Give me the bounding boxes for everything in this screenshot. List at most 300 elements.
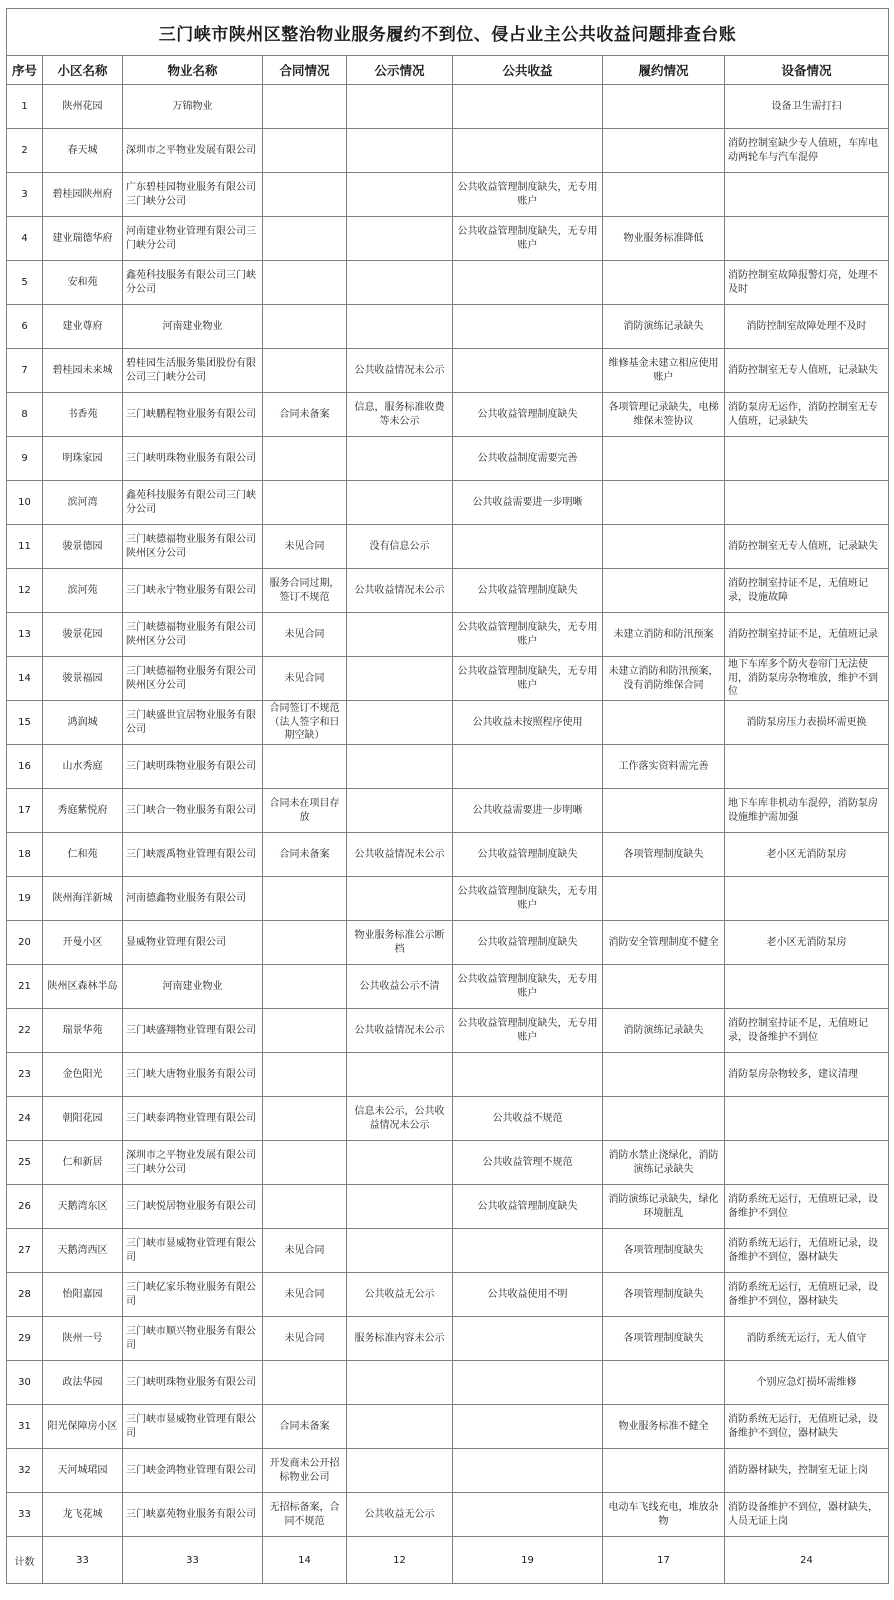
- cell-col-community: 鸿润城: [43, 701, 123, 745]
- cell-col-public-income: 公共收益需要进一步明晰: [453, 789, 603, 833]
- cell-col-index: 19: [7, 877, 43, 921]
- cell-col-index: 30: [7, 1361, 43, 1405]
- cell-col-community: 瑞景华苑: [43, 1009, 123, 1053]
- cell-col-index: 26: [7, 1185, 43, 1229]
- cell-col-public-income: 公共收益管理制度缺失，无专用账户: [453, 877, 603, 921]
- cell-col-equipment: 消防系统无运行，无值班记录，设备维护不到位，器材缺失: [725, 1229, 889, 1273]
- table-row: [7, 305, 889, 349]
- cell-col-public-income: [453, 85, 603, 129]
- ledger-sheet: [6, 8, 888, 1584]
- cell-col-contract: [263, 217, 347, 261]
- cell-col-equipment: 消防系统无运行，无人值守: [725, 1317, 889, 1361]
- table-title: 三门峡市陕州区整治物业服务履约不到位、侵占业主公共收益问题排查台账: [7, 9, 889, 56]
- cell-col-property-company: 三门峡市显威物业管理有限公司: [123, 1405, 263, 1449]
- cell-col-index: 2: [7, 129, 43, 173]
- cell-col-community: 天河城珺园: [43, 1449, 123, 1493]
- cell-col-disclosure: [347, 217, 453, 261]
- cell-col-equipment: 消防系统无运行，无值班记录，设备维护不到位，器材缺失: [725, 1405, 889, 1449]
- cell-col-public-income: 公共收益管理制度缺失，无专用账户: [453, 613, 603, 657]
- cell-col-disclosure: [347, 745, 453, 789]
- cell-col-equipment: [725, 437, 889, 481]
- cell-col-public-income: 公共收益未按照程序使用: [453, 701, 603, 745]
- table-row: [7, 1449, 889, 1493]
- table-row: [7, 1361, 889, 1405]
- cell-col-property-company: 三门峡金鸿物业管理有限公司: [123, 1449, 263, 1493]
- cell-col-public-income: [453, 745, 603, 789]
- cell-col-contract: [263, 173, 347, 217]
- cell-col-performance: 物业服务标准不健全: [603, 1405, 725, 1449]
- cell-col-contract: 未见合同: [263, 525, 347, 569]
- cell-col-property-company: 鑫苑科技服务有限公司三门峡分公司: [123, 261, 263, 305]
- total-col-property-company: 33: [123, 1537, 263, 1584]
- header-col-community: 小区名称: [43, 56, 123, 85]
- cell-col-community: 滨河湾: [43, 481, 123, 525]
- cell-col-public-income: 公共收益不规范: [453, 1097, 603, 1141]
- table-row: [7, 349, 889, 393]
- table-row: [7, 261, 889, 305]
- cell-col-contract: [263, 1141, 347, 1185]
- cell-col-community: 建业瑞德华府: [43, 217, 123, 261]
- table-row: [7, 789, 889, 833]
- table-row: [7, 1493, 889, 1537]
- cell-col-disclosure: [347, 261, 453, 305]
- cell-col-disclosure: 公共收益无公示: [347, 1273, 453, 1317]
- cell-col-community: 山水秀庭: [43, 745, 123, 789]
- cell-col-performance: [603, 965, 725, 1009]
- cell-col-contract: 合同签订不规范（法人签字和日期空缺）: [263, 701, 347, 745]
- cell-col-disclosure: 信息，服务标准收费等未公示: [347, 393, 453, 437]
- cell-col-public-income: 公共收益管理制度缺失，无专用账户: [453, 657, 603, 701]
- cell-col-disclosure: 公共收益情况未公示: [347, 569, 453, 613]
- cell-col-index: 29: [7, 1317, 43, 1361]
- cell-col-public-income: 公共收益管理制度缺失: [453, 833, 603, 877]
- cell-col-equipment: 消防控制室故障处理不及时: [725, 305, 889, 349]
- table-row: [7, 745, 889, 789]
- cell-col-property-company: 河南建业物业: [123, 305, 263, 349]
- cell-col-property-company: 三门峡嘉苑物业服务有限公司: [123, 1493, 263, 1537]
- cell-col-contract: [263, 1361, 347, 1405]
- cell-col-index: 32: [7, 1449, 43, 1493]
- cell-col-disclosure: [347, 1141, 453, 1185]
- header-col-index: 序号: [7, 56, 43, 85]
- cell-col-equipment: [725, 481, 889, 525]
- cell-col-performance: [603, 261, 725, 305]
- cell-col-performance: [603, 569, 725, 613]
- table-row: [7, 1185, 889, 1229]
- table-row: [7, 437, 889, 481]
- cell-col-public-income: [453, 1317, 603, 1361]
- cell-col-contract: 无招标备案，合同不规范: [263, 1493, 347, 1537]
- cell-col-community: 骏景花园: [43, 613, 123, 657]
- cell-col-property-company: 三门峡明珠物业服务有限公司: [123, 745, 263, 789]
- table-row: [7, 217, 889, 261]
- cell-col-contract: [263, 129, 347, 173]
- total-col-equipment: 24: [725, 1537, 889, 1584]
- cell-col-public-income: [453, 1053, 603, 1097]
- total-col-public-income: 19: [453, 1537, 603, 1584]
- cell-col-equipment: 消防泵房杂物较多，建议清理: [725, 1053, 889, 1097]
- cell-col-contract: 未见合同: [263, 1273, 347, 1317]
- cell-col-disclosure: [347, 701, 453, 745]
- cell-col-contract: [263, 437, 347, 481]
- cell-col-community: 仁和苑: [43, 833, 123, 877]
- cell-col-index: 7: [7, 349, 43, 393]
- cell-col-index: 8: [7, 393, 43, 437]
- cell-col-performance: 各项管理制度缺失: [603, 1317, 725, 1361]
- table-row: [7, 129, 889, 173]
- cell-col-property-company: 三门峡市顺兴物业服务有限公司: [123, 1317, 263, 1361]
- cell-col-index: 17: [7, 789, 43, 833]
- cell-col-index: 20: [7, 921, 43, 965]
- cell-col-index: 22: [7, 1009, 43, 1053]
- cell-col-disclosure: 信息未公示，公共收益情况未公示: [347, 1097, 453, 1141]
- table-row: [7, 921, 889, 965]
- cell-col-community: 开曼小区: [43, 921, 123, 965]
- cell-col-contract: [263, 877, 347, 921]
- cell-col-property-company: 三门峡盛翔物业管理有限公司: [123, 1009, 263, 1053]
- cell-col-community: 龙飞花城: [43, 1493, 123, 1537]
- cell-col-disclosure: [347, 613, 453, 657]
- table-body: [7, 85, 889, 1584]
- table-row: [7, 1141, 889, 1185]
- cell-col-community: 天鹅湾东区: [43, 1185, 123, 1229]
- cell-col-equipment: 消防控制室持证不足，无值班记录，设施故障: [725, 569, 889, 613]
- cell-col-contract: 未见合同: [263, 1317, 347, 1361]
- cell-col-public-income: [453, 305, 603, 349]
- cell-col-public-income: 公共收益管理制度缺失，无专用账户: [453, 217, 603, 261]
- cell-col-community: 春天城: [43, 129, 123, 173]
- cell-col-index: 13: [7, 613, 43, 657]
- cell-col-performance: [603, 525, 725, 569]
- cell-col-disclosure: 公共收益情况未公示: [347, 1009, 453, 1053]
- cell-col-community: 陕州花园: [43, 85, 123, 129]
- cell-col-public-income: 公共收益管理制度缺失，无专用账户: [453, 965, 603, 1009]
- header-col-contract: 合同情况: [263, 56, 347, 85]
- cell-col-index: 28: [7, 1273, 43, 1317]
- cell-col-community: 怡阳嘉园: [43, 1273, 123, 1317]
- table-row: [7, 569, 889, 613]
- cell-col-performance: [603, 1449, 725, 1493]
- cell-col-disclosure: [347, 657, 453, 701]
- cell-col-index: 21: [7, 965, 43, 1009]
- cell-col-index: 6: [7, 305, 43, 349]
- totals-row: [7, 1537, 889, 1584]
- cell-col-disclosure: [347, 305, 453, 349]
- table-row: [7, 701, 889, 745]
- cell-col-property-company: 三门峡大唐物业服务有限公司: [123, 1053, 263, 1097]
- cell-col-equipment: 消防控制室缺少专人值班，车库电动两轮车与汽车混停: [725, 129, 889, 173]
- cell-col-index: 18: [7, 833, 43, 877]
- total-col-contract: 14: [263, 1537, 347, 1584]
- total-col-disclosure: 12: [347, 1537, 453, 1584]
- table-row: [7, 525, 889, 569]
- cell-col-index: 1: [7, 85, 43, 129]
- cell-col-index: 9: [7, 437, 43, 481]
- cell-col-contract: [263, 965, 347, 1009]
- cell-col-performance: [603, 1097, 725, 1141]
- cell-col-disclosure: [347, 1053, 453, 1097]
- table-row: [7, 1097, 889, 1141]
- cell-col-public-income: 公共收益管理制度缺失: [453, 921, 603, 965]
- cell-col-performance: [603, 85, 725, 129]
- cell-col-disclosure: [347, 1361, 453, 1405]
- cell-col-contract: 未见合同: [263, 657, 347, 701]
- cell-col-index: 12: [7, 569, 43, 613]
- cell-col-index: 14: [7, 657, 43, 701]
- cell-col-index: 27: [7, 1229, 43, 1273]
- cell-col-community: 明珠家园: [43, 437, 123, 481]
- cell-col-public-income: [453, 1229, 603, 1273]
- cell-col-public-income: [453, 349, 603, 393]
- header-row: [7, 56, 889, 85]
- cell-col-community: 仁和新居: [43, 1141, 123, 1185]
- cell-col-community: 骏景福园: [43, 657, 123, 701]
- cell-col-contract: [263, 261, 347, 305]
- cell-col-community: 碧桂园未来城: [43, 349, 123, 393]
- ledger-table: [6, 8, 889, 1584]
- cell-col-performance: 各项管理记录缺失，电梯维保未签协议: [603, 393, 725, 437]
- cell-col-disclosure: [347, 1405, 453, 1449]
- cell-col-contract: [263, 305, 347, 349]
- cell-col-community: 政法华园: [43, 1361, 123, 1405]
- cell-col-index: 10: [7, 481, 43, 525]
- cell-col-disclosure: [347, 129, 453, 173]
- cell-col-performance: [603, 437, 725, 481]
- cell-col-equipment: 消防泵房压力表损坏需更换: [725, 701, 889, 745]
- cell-col-community: 金色阳光: [43, 1053, 123, 1097]
- cell-col-contract: [263, 85, 347, 129]
- cell-col-performance: 工作落实资料需完善: [603, 745, 725, 789]
- cell-col-performance: 物业服务标准降低: [603, 217, 725, 261]
- total-col-index: 计数: [7, 1537, 43, 1584]
- cell-col-property-company: 三门峡悦居物业服务有限公司: [123, 1185, 263, 1229]
- cell-col-performance: 未建立消防和防汛预案: [603, 613, 725, 657]
- cell-col-equipment: 设备卫生需打扫: [725, 85, 889, 129]
- cell-col-public-income: 公共收益管理制度缺失，无专用账户: [453, 173, 603, 217]
- cell-col-equipment: 老小区无消防泵房: [725, 921, 889, 965]
- cell-col-equipment: [725, 217, 889, 261]
- cell-col-property-company: 深圳市之平物业发展有限公司: [123, 129, 263, 173]
- cell-col-property-company: 三门峡亿家乐物业服务有限公司: [123, 1273, 263, 1317]
- cell-col-performance: 消防水禁止浇绿化，消防演练记录缺失: [603, 1141, 725, 1185]
- cell-col-community: 朝阳花园: [43, 1097, 123, 1141]
- cell-col-disclosure: 公共收益情况未公示: [347, 833, 453, 877]
- cell-col-equipment: 消防系统无运行，无值班记录，设备维护不到位，器材缺失: [725, 1273, 889, 1317]
- cell-col-community: 秀庭紫悦府: [43, 789, 123, 833]
- cell-col-contract: [263, 349, 347, 393]
- cell-col-index: 33: [7, 1493, 43, 1537]
- cell-col-contract: [263, 1053, 347, 1097]
- cell-col-disclosure: 公共收益无公示: [347, 1493, 453, 1537]
- table-row: [7, 393, 889, 437]
- cell-col-disclosure: [347, 85, 453, 129]
- cell-col-property-company: 广东碧桂园物业服务有限公司三门峡分公司: [123, 173, 263, 217]
- cell-col-performance: [603, 481, 725, 525]
- cell-col-disclosure: 服务标准内容未公示: [347, 1317, 453, 1361]
- cell-col-public-income: 公共收益管理不规范: [453, 1141, 603, 1185]
- cell-col-contract: [263, 745, 347, 789]
- table-row: [7, 173, 889, 217]
- cell-col-public-income: [453, 1405, 603, 1449]
- cell-col-equipment: 地下车库非机动车混停，消防泵房设施维护需加强: [725, 789, 889, 833]
- cell-col-disclosure: [347, 437, 453, 481]
- cell-col-community: 碧桂园陕州府: [43, 173, 123, 217]
- cell-col-property-company: 三门峡合一物业服务有限公司: [123, 789, 263, 833]
- table-row: [7, 1009, 889, 1053]
- cell-col-performance: 维修基金未建立相应使用账户: [603, 349, 725, 393]
- table-row: [7, 965, 889, 1009]
- cell-col-public-income: [453, 1361, 603, 1405]
- cell-col-community: 陕州一号: [43, 1317, 123, 1361]
- cell-col-performance: 消防演练记录缺失，绿化环境脏乱: [603, 1185, 725, 1229]
- cell-col-index: 4: [7, 217, 43, 261]
- cell-col-contract: [263, 1009, 347, 1053]
- cell-col-contract: [263, 1097, 347, 1141]
- cell-col-disclosure: [347, 877, 453, 921]
- cell-col-performance: [603, 877, 725, 921]
- cell-col-contract: 合同未备案: [263, 393, 347, 437]
- cell-col-public-income: 公共收益管理制度缺失: [453, 1185, 603, 1229]
- cell-col-contract: 合同未备案: [263, 833, 347, 877]
- cell-col-equipment: 消防控制室故障报警灯亮，处理不及时: [725, 261, 889, 305]
- table-row: [7, 1317, 889, 1361]
- cell-col-property-company: 三门峡德福物业服务有限公司陕州区分公司: [123, 657, 263, 701]
- table-row: [7, 1053, 889, 1097]
- header-col-equipment: 设备情况: [725, 56, 889, 85]
- cell-col-public-income: 公共收益制度需要完善: [453, 437, 603, 481]
- cell-col-performance: 消防安全管理制度不健全: [603, 921, 725, 965]
- cell-col-public-income: 公共收益需要进一步明晰: [453, 481, 603, 525]
- cell-col-equipment: [725, 965, 889, 1009]
- cell-col-community: 滨河苑: [43, 569, 123, 613]
- cell-col-public-income: 公共收益管理制度缺失: [453, 569, 603, 613]
- cell-col-performance: 消防演练记录缺失: [603, 1009, 725, 1053]
- cell-col-index: 31: [7, 1405, 43, 1449]
- cell-col-equipment: 消防系统无运行，无值班记录，设备维护不到位: [725, 1185, 889, 1229]
- cell-col-disclosure: 物业服务标准公示断档: [347, 921, 453, 965]
- cell-col-public-income: 公共收益管理制度缺失: [453, 393, 603, 437]
- table-row: [7, 481, 889, 525]
- cell-col-property-company: 三门峡震禹物业管理有限公司: [123, 833, 263, 877]
- cell-col-property-company: 显威物业管理有限公司: [123, 921, 263, 965]
- cell-col-public-income: 公共收益使用不明: [453, 1273, 603, 1317]
- table-row: [7, 85, 889, 129]
- cell-col-equipment: 地下车库多个防火卷帘门无法使用，消防泵房杂物堆放，维护不到位: [725, 657, 889, 701]
- cell-col-contract: 服务合同过期，签订不规范: [263, 569, 347, 613]
- cell-col-index: 23: [7, 1053, 43, 1097]
- cell-col-equipment: 个别应急灯损坏需维修: [725, 1361, 889, 1405]
- cell-col-property-company: 三门峡泰鸿物业管理有限公司: [123, 1097, 263, 1141]
- cell-col-equipment: [725, 745, 889, 789]
- cell-col-contract: 合同未备案: [263, 1405, 347, 1449]
- cell-col-public-income: 公共收益管理制度缺失，无专用账户: [453, 1009, 603, 1053]
- cell-col-performance: 各项管理制度缺失: [603, 1273, 725, 1317]
- cell-col-performance: 各项管理制度缺失: [603, 1229, 725, 1273]
- total-col-performance: 17: [603, 1537, 725, 1584]
- cell-col-equipment: 老小区无消防泵房: [725, 833, 889, 877]
- cell-col-index: 24: [7, 1097, 43, 1141]
- cell-col-disclosure: 公共收益公示不清: [347, 965, 453, 1009]
- cell-col-equipment: 消防器材缺失，控制室无证上岗: [725, 1449, 889, 1493]
- cell-col-performance: 电动车飞线充电，堆放杂物: [603, 1493, 725, 1537]
- cell-col-index: 16: [7, 745, 43, 789]
- cell-col-property-company: 碧桂园生活服务集团股份有限公司三门峡分公司: [123, 349, 263, 393]
- cell-col-contract: [263, 1185, 347, 1229]
- cell-col-index: 5: [7, 261, 43, 305]
- cell-col-property-company: 鑫苑科技服务有限公司三门峡分公司: [123, 481, 263, 525]
- cell-col-community: 阳光保障房小区: [43, 1405, 123, 1449]
- header-col-property-company: 物业名称: [123, 56, 263, 85]
- cell-col-index: 25: [7, 1141, 43, 1185]
- cell-col-contract: 未见合同: [263, 613, 347, 657]
- cell-col-disclosure: [347, 789, 453, 833]
- cell-col-community: 安和苑: [43, 261, 123, 305]
- table-row: [7, 657, 889, 701]
- cell-col-property-company: 三门峡德福物业服务有限公司陕州区分公司: [123, 525, 263, 569]
- cell-col-contract: 合同未在项目存放: [263, 789, 347, 833]
- cell-col-property-company: 河南建业物业管理有限公司三门峡分公司: [123, 217, 263, 261]
- cell-col-property-company: 三门峡德福物业服务有限公司陕州区分公司: [123, 613, 263, 657]
- cell-col-performance: [603, 701, 725, 745]
- cell-col-contract: [263, 481, 347, 525]
- header-col-performance: 履约情况: [603, 56, 725, 85]
- cell-col-disclosure: [347, 481, 453, 525]
- cell-col-index: 15: [7, 701, 43, 745]
- table-row: [7, 1405, 889, 1449]
- cell-col-equipment: [725, 1097, 889, 1141]
- cell-col-performance: [603, 129, 725, 173]
- cell-col-property-company: 三门峡鹏程物业服务有限公司: [123, 393, 263, 437]
- cell-col-performance: [603, 1053, 725, 1097]
- cell-col-performance: 各项管理制度缺失: [603, 833, 725, 877]
- cell-col-equipment: [725, 173, 889, 217]
- cell-col-disclosure: 公共收益情况未公示: [347, 349, 453, 393]
- cell-col-community: 陕州海洋新城: [43, 877, 123, 921]
- cell-col-contract: 未见合同: [263, 1229, 347, 1273]
- table-row: [7, 833, 889, 877]
- cell-col-equipment: [725, 1141, 889, 1185]
- header-col-disclosure: 公示情况: [347, 56, 453, 85]
- cell-col-equipment: 消防控制室无专人值班，记录缺失: [725, 525, 889, 569]
- cell-col-community: 建业尊府: [43, 305, 123, 349]
- cell-col-property-company: 三门峡市显威物业管理有限公司: [123, 1229, 263, 1273]
- cell-col-contract: 开发商未公开招标物业公司: [263, 1449, 347, 1493]
- cell-col-performance: [603, 789, 725, 833]
- cell-col-property-company: 深圳市之平物业发展有限公司三门峡分公司: [123, 1141, 263, 1185]
- cell-col-performance: [603, 173, 725, 217]
- cell-col-property-company: 三门峡明珠物业服务有限公司: [123, 437, 263, 481]
- cell-col-community: 骏景德园: [43, 525, 123, 569]
- cell-col-performance: 未建立消防和防汛预案，没有消防维保合同: [603, 657, 725, 701]
- cell-col-community: 书香苑: [43, 393, 123, 437]
- total-col-community: 33: [43, 1537, 123, 1584]
- table-row: [7, 1273, 889, 1317]
- cell-col-index: 3: [7, 173, 43, 217]
- cell-col-equipment: 消防设备维护不到位，器材缺失，人员无证上岗: [725, 1493, 889, 1537]
- cell-col-contract: [263, 921, 347, 965]
- cell-col-community: 天鹅湾西区: [43, 1229, 123, 1273]
- cell-col-property-company: 万锦物业: [123, 85, 263, 129]
- cell-col-public-income: [453, 129, 603, 173]
- cell-col-public-income: [453, 1449, 603, 1493]
- cell-col-disclosure: [347, 1449, 453, 1493]
- cell-col-performance: 消防演练记录缺失: [603, 305, 725, 349]
- cell-col-equipment: 消防控制室持证不足，无值班记录，设备维护不到位: [725, 1009, 889, 1053]
- cell-col-index: 11: [7, 525, 43, 569]
- table-row: [7, 1229, 889, 1273]
- cell-col-disclosure: [347, 1185, 453, 1229]
- table-row: [7, 613, 889, 657]
